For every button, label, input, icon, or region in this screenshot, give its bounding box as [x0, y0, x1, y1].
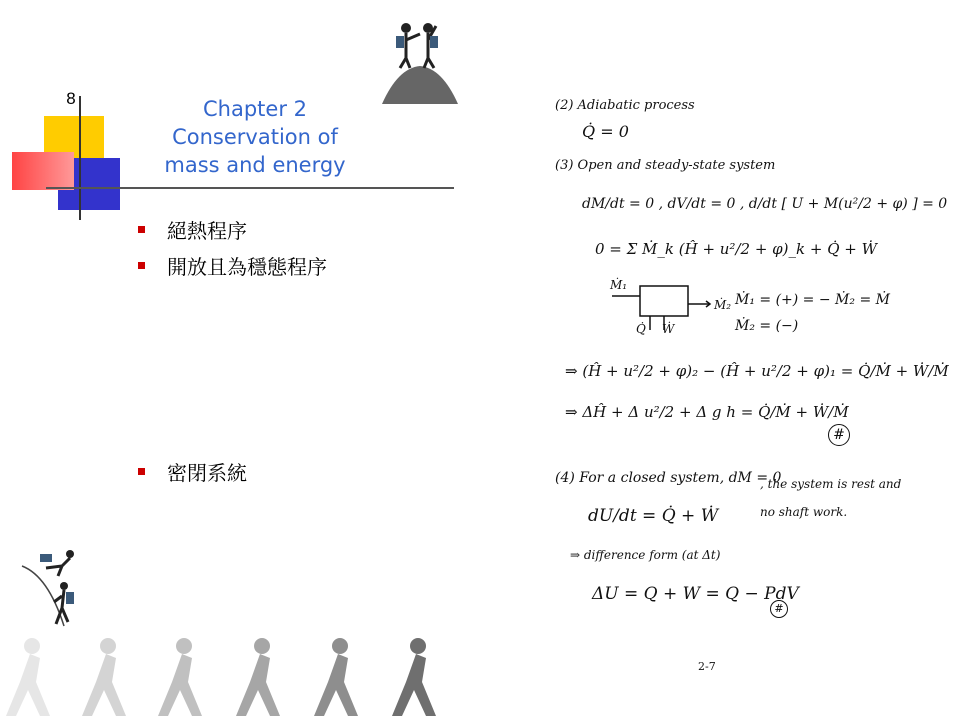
bullet-text: 開放且為穩態程序 [167, 254, 327, 279]
control-volume-diagram [610, 282, 850, 342]
difference-mark: # [770, 600, 788, 618]
diagram-q-label: Q̇ [636, 322, 646, 336]
red-square-bullet-icon [138, 468, 145, 475]
item3-conditions: dM/dt = 0 , dV/dt = 0 , d/dt [ U + M(u²/2 + φ) ] = 0 [582, 196, 948, 212]
climbers-rope-icon [18, 546, 82, 632]
title-divider [46, 187, 454, 189]
red-square-bullet-icon [138, 262, 145, 269]
chapter-title-line-2: Conservation of [172, 125, 338, 149]
mass-relation-2: Ṁ₂ = (−) [735, 318, 799, 334]
scanned-notes [470, 0, 960, 720]
item3-energy-balance: 0 = Σ Ṁ_k (Ĥ + u²/2 + φ)_k + Q̇ + Ẇ [595, 240, 878, 258]
bullet-item-adiabatic [138, 216, 247, 242]
chapter-title [140, 95, 370, 179]
bullet-item-closed [138, 458, 247, 484]
deco-square-red [12, 152, 74, 190]
item2-equation: Q̇ = 0 [582, 122, 629, 141]
item2-title: (2) Adiabatic process [555, 98, 695, 113]
bullet-text: 絕熱程序 [167, 218, 247, 243]
result-equation-2: ⇒ ΔĤ + Δ u²/2 + Δ g h = Q̇/Ṁ + Ẇ/Ṁ [565, 403, 849, 421]
diagram-m1-label: Ṁ₁ [610, 278, 628, 292]
diagram-m2-label: Ṁ₂ [714, 298, 732, 312]
result-equation-1: ⇒ (Ĥ + u²/2 + φ)₂ − (Ĥ + u²/2 + φ)₁ = Q̇/Ṁ + Ẇ/Ṁ [565, 362, 949, 380]
item4-equation: dU/dt = Q̇ + Ẇ [588, 506, 719, 526]
deco-vertical-line [79, 96, 81, 220]
page-number: 8 [66, 89, 76, 108]
difference-equation: ΔU = Q + W = Q − PdV [592, 584, 799, 604]
item3-title: (3) Open and steady-state system [555, 158, 776, 173]
red-square-bullet-icon [138, 226, 145, 233]
difference-form-label: ⇒ difference form (at Δt) [570, 548, 721, 562]
chapter-title-line-1: Chapter 2 [203, 97, 307, 121]
item4-title: (4) For a closed system, dM = 0 [555, 470, 782, 486]
diagram-w-label: Ẇ [662, 322, 675, 336]
chapter-title-line-3: mass and energy [164, 153, 346, 177]
mass-relation-1: Ṁ₁ = (+) = − Ṁ₂ = Ṁ [735, 292, 890, 308]
hikers-mountain-icon [380, 18, 460, 106]
bullet-item-open-steady [138, 252, 327, 278]
bullet-text: 密閉系統 [167, 460, 247, 485]
page-label: 2-7 [698, 660, 716, 673]
item4-note: , the system is rest and no shaft work. [760, 477, 902, 519]
runners-row-icon [0, 632, 480, 720]
result-2-mark: # [828, 424, 850, 446]
